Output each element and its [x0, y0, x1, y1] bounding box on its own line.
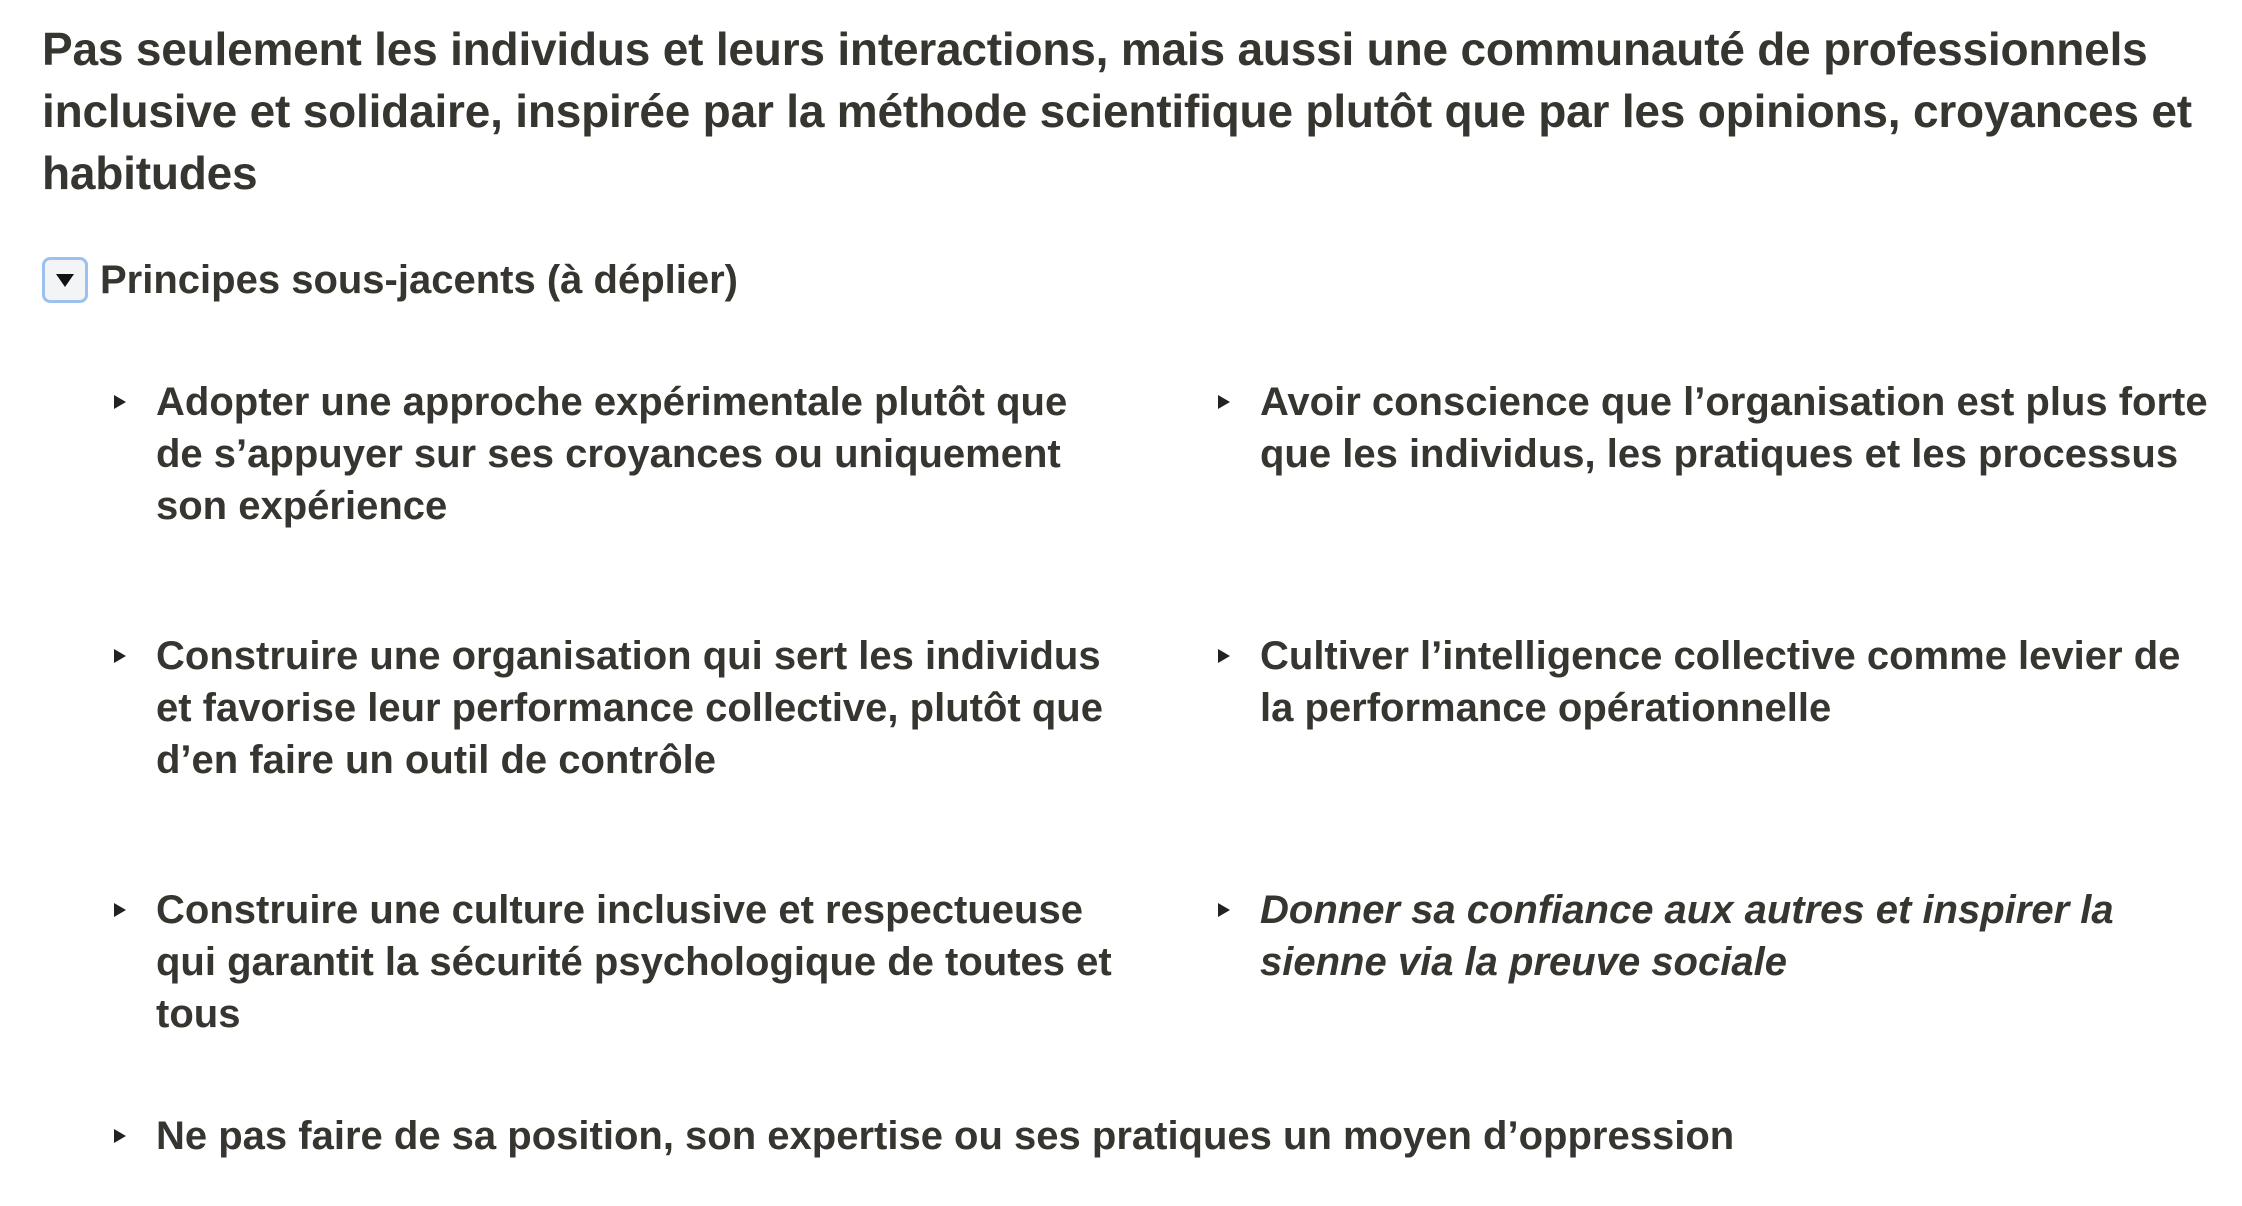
toggle-caret[interactable]	[112, 392, 132, 412]
toggle-label: Principes sous-jacents (à déplier)	[100, 258, 738, 302]
list-item	[112, 884, 1112, 1040]
triangle-right-icon	[1216, 900, 1232, 920]
toggle-button[interactable]	[42, 257, 88, 303]
list-item-text: Avoir conscience que l’organisation est plus forte que les individus, les pratiques et les processus	[1260, 380, 2208, 476]
triangle-right-icon	[112, 392, 128, 412]
list-item-text: Cultiver l’intelligence collective comme levier de la performance opérationnelle	[1260, 634, 2181, 730]
toggle-caret[interactable]	[112, 1126, 132, 1146]
toggle-caret[interactable]	[112, 646, 132, 666]
triangle-right-icon	[1216, 646, 1232, 666]
triangle-right-icon	[112, 1126, 128, 1146]
list-item-text: Adopter une approche expérimentale plutôt que de s’appuyer sur ses croyances ou uniquement son expérience	[156, 380, 1068, 528]
list-item	[1216, 630, 2216, 734]
toggle-caret[interactable]	[112, 900, 132, 920]
triangle-down-icon	[54, 271, 76, 289]
list-item-text: Construire une culture inclusive et respectueuse qui garantit la sécurité psychologique de toutes et tous	[156, 888, 1112, 1036]
list-item-text: Construire une organisation qui sert les individus et favorise leur performance collective, plutôt que d’en faire un outil de contrôle	[156, 634, 1103, 782]
list-item	[112, 1110, 2212, 1162]
list-item-text: Ne pas faire de sa position, son expertise ou ses pratiques un moyen d’oppression	[156, 1114, 1735, 1158]
list-item	[1216, 376, 2216, 480]
toggle-block-header	[42, 252, 738, 308]
list-item	[112, 630, 1112, 786]
triangle-right-icon	[112, 900, 128, 920]
triangle-right-icon	[112, 646, 128, 666]
toggle-caret[interactable]	[1216, 900, 1236, 920]
list-item	[112, 376, 1112, 532]
list-item	[1216, 884, 2216, 988]
page-heading: Pas seulement les individus et leurs interactions, mais aussi une communauté de professionnels inclusive et solidaire, inspirée par la méthode scientifique plutôt que par les opinions, croyances et habitudes	[42, 23, 2192, 199]
list-item-text: Donner sa confiance aux autres et inspirer la sienne via la preuve sociale	[1260, 888, 2114, 984]
triangle-right-icon	[1216, 392, 1232, 412]
toggle-caret[interactable]	[1216, 646, 1236, 666]
toggle-caret[interactable]	[1216, 392, 1236, 412]
